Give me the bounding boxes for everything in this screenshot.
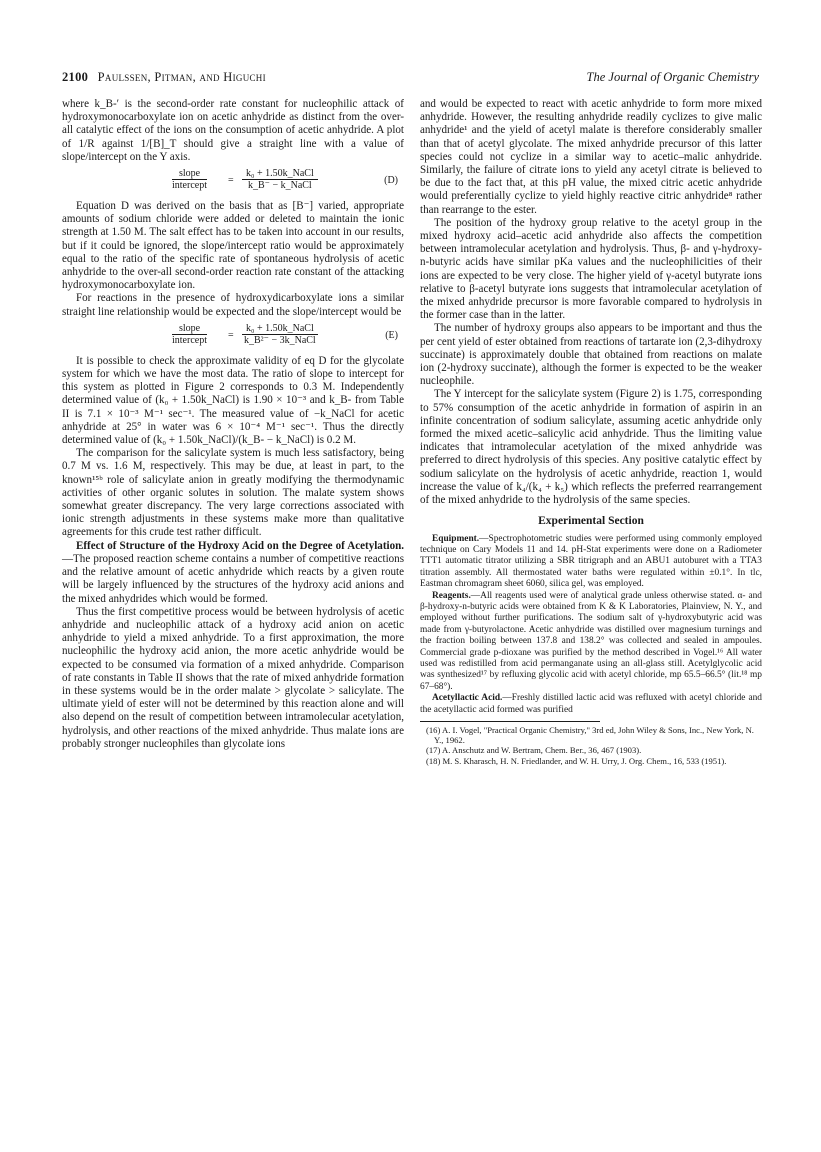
left-column	[62, 98, 404, 751]
paragraph-body: —Spectrophotometric studies were performed using commonly employed technique on Cary Models 11 and 14. pH-Stat experiments were done on a Radiometer TTT1 automatic titrator utilizing a SBR titrigraph and an ABU1 autoburet with a TTA3 titration assembly. All thermostated water baths were regulated within ±0.1°. In tlc, Eastman chromagram sheet 6060, silica gel, was employed.	[420, 533, 762, 590]
section-heading: Experimental Section	[538, 515, 644, 528]
equation-d	[62, 166, 404, 196]
paragraph-body: —The proposed reaction scheme contains a number of competitive reactions and the relative amount of acetic anhydride which reacts by a given route will be largely influenced by the structures of the hydroxy acid anions and the mixed anhydrides which would be formed.	[62, 552, 404, 605]
run-in-heading: Reagents.	[432, 590, 471, 601]
footnote: (16) A. I. Vogel, "Practical Organic Chemistry," 3rd ed, John Wiley & Sons, Inc., New York, N. Y., 1962.	[426, 725, 754, 746]
paragraph	[420, 591, 762, 694]
equation-tag: (D)	[384, 175, 398, 187]
equation-d-lhs	[172, 168, 207, 191]
eq-denominator: k_B²⁻ − 3k_NaCl	[244, 334, 316, 346]
paragraph	[62, 540, 404, 606]
equation-d-rhs	[242, 168, 318, 191]
paragraph: The number of hydroxy groups also appears to be important and thus the per cent yield of ester obtained from reactions of tartarate ion (2,3-dihydroxy succinate) is approximately double that obtained from reactions on malate ion (2-hydroxy succinate), although the former is expected to be the weaker nucleophile.	[420, 322, 762, 388]
paragraph: It is possible to check the approximate validity of eq D for the glycolate system for which we have the most data. The ratio of slope to intercept for this system as plotted in Figure 2 corresponds to 0.3 M. Independently determined value of (k₀ + 1.50k_NaCl) is 1.90 × 10⁻³ and k_B- from Table II is 7.1 × 10⁻³ M⁻¹ sec⁻¹. The measured value of −k_NaCl for acetic anhydride at 25° in water was 6 × 10⁻⁴ M⁻¹ sec⁻¹. Thus the directly determined value of (k₀ + 1.50k_NaCl)/(k_B- − k_NaCl) is 0.2 M.	[62, 354, 404, 447]
eq-numerator: k₀ + 1.50k_NaCl	[242, 168, 318, 180]
experimental-text	[420, 534, 762, 717]
paragraph: and would be expected to react with acetic anhydride to form more mixed anhydride. However, the resulting anhydride readily cyclizes to give malic anhydride¹ and the yield of acetyl malate is therefore considerably smaller than that of acetyl glycolate. The mixed anhydride precursor of this latter species could not cyclize in a similar way to acetic–malic anhydride. Similarly, the failure of citrate ions to yield any acetyl citrate is believed to be due to the fact that, at this pH value, the mixed citric acetic anhydride would preferentially cyclize to yield highly reactive citric anhydride⁸ rather than rearrange to the ester.	[420, 98, 762, 216]
page-number: 2100	[62, 70, 89, 84]
paragraph-body: —All reagents used were of analytical grade unless otherwise stated. α- and β-hydroxy-n-butyric acids were obtained from K & K Laboratories, Plainview, N. Y., and employed without further purifications. The sodium salt of γ-hydroxybutyric acid was made from γ-butyrolactone. Acetic anhydride was distilled over magnesium turnings and the fraction boiling between 137.8 and 138.2° was collected and sealed in ampoules. Commercial grade p-dioxane was purified by the method described in Vogel.¹⁶ All water used was redistilled from acid permanganate using an all-glass still. Acetylglycolic acid was synthesized¹⁷ by refluxing glycolic acid with acetyl chloride, mp 65.5–66.5° (lit.¹⁸ mp 67–68°).	[420, 590, 762, 692]
paragraph	[420, 693, 762, 716]
paragraph: The Y intercept for the salicylate system (Figure 2) is 1.75, corresponding to 57% consumption of the acetic anhydride in formation of aspirin in an infinite concentration of sodium salicylate, assuming acetic anhydride only formed the mixed acetic–salicylic acid anhydride. Thus the limiting value indicates that intramolecular acetylation of the mixed anhydride was preferred to direct hydrolysis of this species. Any positive catalytic effect by sodium salicylate on the hydrolysis of acetic anhydride, reaction 1, would increase the value of k₄/(k₄ + k₅) which reflects the preferred rearrangement of the mixed anhydride to the hydrolysis of the same species.	[420, 388, 762, 507]
header-authors: Paulssen, Pitman, and Higuchi	[97, 70, 266, 84]
eq-numerator: slope	[172, 168, 207, 180]
eq-denominator: intercept	[172, 180, 207, 192]
run-in-heading: Effect of Structure of the Hydroxy Acid on the Degree of Acetylation.	[76, 539, 404, 552]
paragraph: Equation D was derived on the basis that as [B⁻] varied, appropriate amounts of sodium chloride were added or deleted to maintain the ionic strength at 1.50 M. The salt effect has to be taken into account in our results, but if it could be ignored, the slope/intercept ratio would be approximately equal to the ratio of the specific rate of spontaneous hydrolysis of acetic anhydride to the over-all second-order reaction rate constant of the attacking hydroxymonocarboxylate ion.	[62, 200, 404, 292]
paragraph: The position of the hydroxy group relative to the acetyl group in the mixed hydroxy acid–acetic acid anhydride also affects the competition between intramolecular acetylation and hydrolysis. Thus, β- and γ-hydroxy-n-butyric acids have similar pKa values and the nucleophilicities of their ions are expected to be very close. The higher yield of γ-acetyl butyrate ions relative to β-acetyl butyrate ions suggests that intramolecular acetylation of the mixed anhydride precursor is more favorable compared to hydrolysis in the former case than in the latter.	[420, 216, 762, 322]
equals-sign: =	[228, 175, 234, 187]
paragraph: where k_B-′ is the second-order rate constant for nucleophilic attack of hydroxymonocarboxylate ion on acetic anhydride as distinct from the over-all catalytic effect of the ions on the consumption of acetic anhydride. A plot of 1/R against 1/[B]_T should give a straight line with a value of slope/intercept on the Y axis.	[62, 98, 404, 163]
equation-tag: (E)	[385, 329, 398, 341]
footnote: (18) M. S. Kharasch, H. N. Friedlander, and W. H. Urry, J. Org. Chem., 16, 533 (1951).	[426, 755, 727, 766]
running-header	[62, 70, 759, 88]
paragraph: Thus the first competitive process would be between hydrolysis of acetic anhydride and nucleophilic attack of a hydroxy acid anion on acetic anhydride to yield a mixed anhydride. To a first approximation, the more nucleophilic the hydroxy acid anion, the more acetic anhydride would be expected to be consumed via formation of a mixed anhydride. Comparison of rate constants in Table II shows that the rate of mixed anhydride formation in these systems would be in the order malate > glycolate > salicylate. The ultimate yield of ester will not be determined by this reaction alone and will also depend on the result of competition between intramolecular acetylation, hydrolysis, and other reactions of the mixed anhydride. Thus malate ions are probably stronger nucleophiles than glycolate ions	[62, 605, 404, 750]
header-left	[62, 70, 266, 85]
equals-sign: =	[228, 329, 234, 341]
paragraph: The comparison for the salicylate system is much less satisfactory, being 0.7 M vs. 1.6 M, respectively. This may be due, at least in part, to the known¹⁵ᵇ role of salicylate anion in greatly modifying the thermodynamic activities of other organic solutes in solution. The malate system shows somewhat greater discrepancy. The very large corrections associated with ionic strength adjustments in these systems make more than qualitative agreements for this crude test rather difficult.	[62, 447, 404, 539]
footnote: (17) A. Anschutz and W. Bertram, Chem. Ber., 36, 467 (1903).	[426, 745, 642, 756]
equation-e-lhs	[172, 323, 207, 346]
eq-denominator: k_B⁻ − k_NaCl	[248, 180, 312, 192]
footnotes	[420, 725, 762, 766]
equation-e	[62, 321, 404, 351]
paragraph	[420, 534, 762, 591]
eq-numerator: k₀ + 1.50k_NaCl	[242, 323, 318, 335]
eq-numerator: slope	[172, 323, 207, 335]
run-in-heading: Acetyllactic Acid.	[432, 693, 503, 704]
right-column	[420, 98, 762, 766]
paragraph-body: —Freshly distilled lactic acid was refluxed with acetyl chloride and the acetyllactic acid formed was purified	[420, 693, 762, 715]
paragraph: For reactions in the presence of hydroxydicarboxylate ions a similar straight line relationship would be expected and the slope/intercept would be	[62, 292, 404, 318]
journal-title: The Journal of Organic Chemistry	[586, 70, 759, 84]
equation-e-rhs	[242, 323, 318, 346]
eq-denominator: intercept	[172, 334, 207, 346]
run-in-heading: Equipment.	[432, 533, 480, 544]
